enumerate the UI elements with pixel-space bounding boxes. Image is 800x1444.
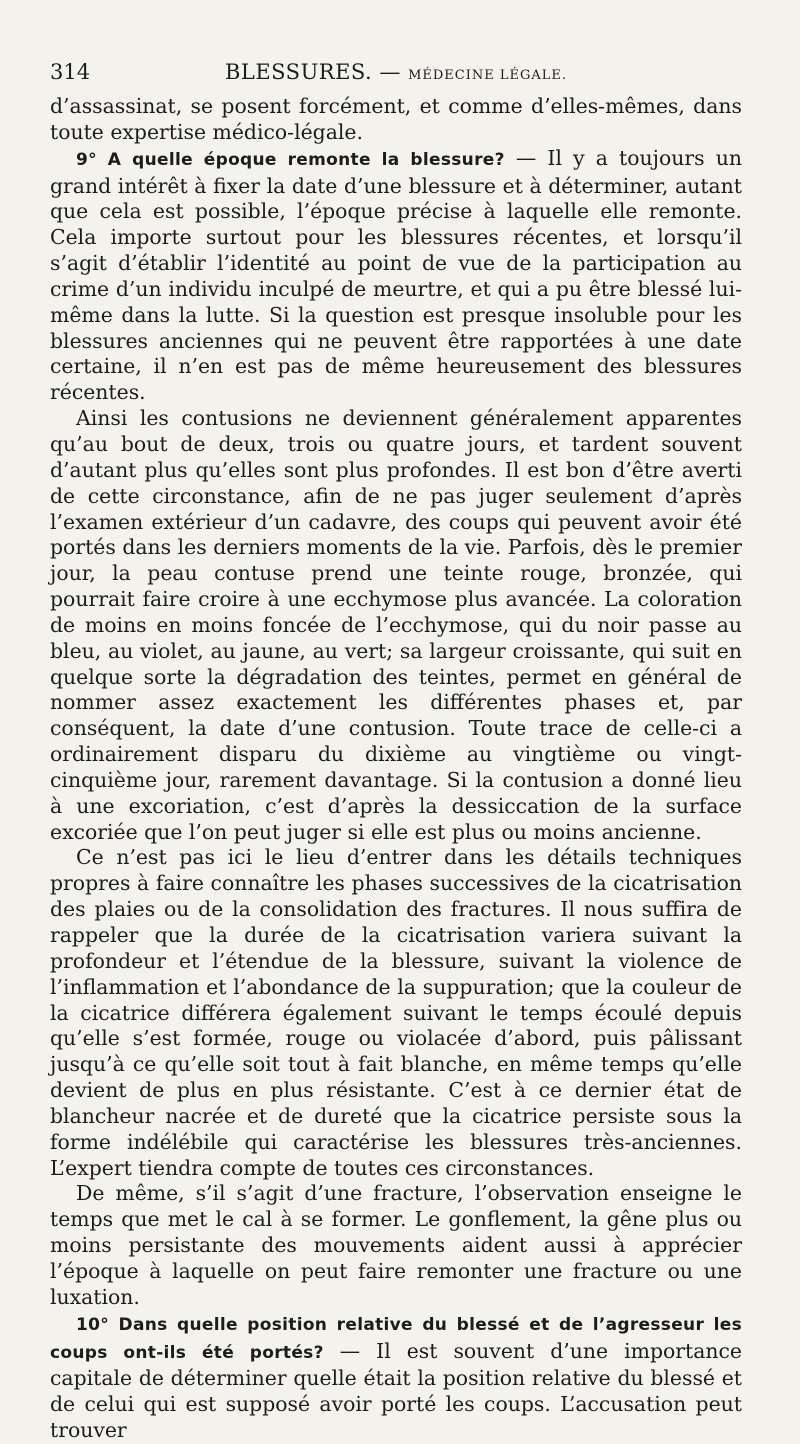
- paragraph-text: Ce n’est pas ici le lieu d’entrer dans les détails techniques propres à faire connaître les phases successives de la cicatrisation des plaies ou de la consolidation des fractures. Il nous suffira de rappeler que la durée de la cicatrisation variera suivant la profondeur et l’étendue de la blessure, suivant la violence de l’inflammation et l’abondance de la suppuration; que la couleur de la cicatrice différera également suivant le temps écoulé depuis qu’elle s’est formée, rouge ou violacée d’abord, puis pâlissant jusqu’à ce qu’elle soit tout à fait blanche, en même temps qu’elle devient de plus en plus résistante. C’est à ce dernier état de blancheur nacrée et de dureté que la cicatrice persiste sous la forme indélébile qui caractérise les blessures très-anciennes. L’expert tiendra compte de toutes ces circonstances.: [50, 845, 742, 1180]
- paragraph-text: — Il y a toujours un grand intérêt à fixer la date d’une blessure et à déterminer, autant que cela est possible, l’époque précise à laquelle elle remonte. Cela importe surtout pour les blessures récentes, et lorsqu’il s’agit d’établir l’identité au point de vue de la participation au crime d’un individu inculpé de meurtre, et qui a pu être blessé lui-même dans la lutte. Si la question est presque insoluble pour les blessures anciennes qui ne peuvent être rapportées à une date certaine, il n’en est pas de même heureusement des blessures récentes.: [50, 145, 742, 405]
- paragraph-text: De même, s’il s’agit d’une fracture, l’observation enseigne le temps que met le cal à se former. Le gonflement, la gêne plus ou moins persistante des mouvements aident aussi à apprécier l’époque à laquelle on peut faire remonter une fracture ou une luxation.: [50, 1181, 742, 1309]
- book-page: [50, 60, 742, 1444]
- paragraph-cicatrisation: [50, 845, 742, 1181]
- running-header: [50, 60, 742, 94]
- paragraph-fracture: [50, 1181, 742, 1310]
- paragraph-contusions: [50, 406, 742, 845]
- section-subtitle: MÉDECINE LÉGALE.: [408, 68, 568, 83]
- title-separator: —: [372, 60, 409, 84]
- chapter-title: BLESSURES.: [224, 60, 373, 84]
- paragraph-continuation: [50, 94, 742, 146]
- running-title: [150, 60, 742, 84]
- body-text: [50, 94, 742, 1444]
- section-heading-10: 10° Dans quelle position relative du blessé et de l’agresseur les coups ont-ils été portés?: [50, 1314, 742, 1363]
- paragraph-text: d’assassinat, se posent forcément, et comme d’elles-mêmes, dans toute expertise médico-légale.: [50, 94, 742, 144]
- page-number: 314: [50, 60, 91, 84]
- paragraph-text: — Il est souvent d’une importance capitale de déterminer quelle était la position relative du blessé et de celui qui est supposé avoir porté les coups. L’accusation peut trouver: [50, 1338, 742, 1443]
- paragraph-text: Ainsi les contusions ne deviennent généralement apparentes qu’au bout de deux, trois ou quatre jours, et tardent souvent d’autant plus qu’elles sont plus profondes. Il est bon d’être averti de cette circonstance, afin de ne pas juger seulement d’après l’examen extérieur d’un cadavre, des coups qui peuvent avoir été portés dans les derniers moments de la vie. Parfois, dès le premier jour, la peau contuse prend une teinte rouge, bronzée, qui pourrait faire croire à une ecchymose plus avancée. La coloration de moins en moins foncée de l’ecchymose, qui du noir passe au bleu, au violet, au jaune, au vert; sa largeur croissante, qui suit en quelque sorte la dégradation des teintes, permet en général de nommer assez exactement les différentes phases et, par conséquent, la date d’une contusion. Toute trace de celle-ci a ordinairement disparu du dixième au vingtième ou vingt-cinquième jour, rarement davantage. Si la contusion a donné lieu à une excoriation, c’est d’après la dessiccation de la surface excoriée que l’on peut juger si elle est plus ou moins ancienne.: [50, 406, 742, 844]
- section-heading-9: 9° A quelle époque remonte la blessure?: [76, 149, 505, 170]
- paragraph-section-10: [50, 1311, 742, 1444]
- paragraph-section-9: [50, 146, 742, 406]
